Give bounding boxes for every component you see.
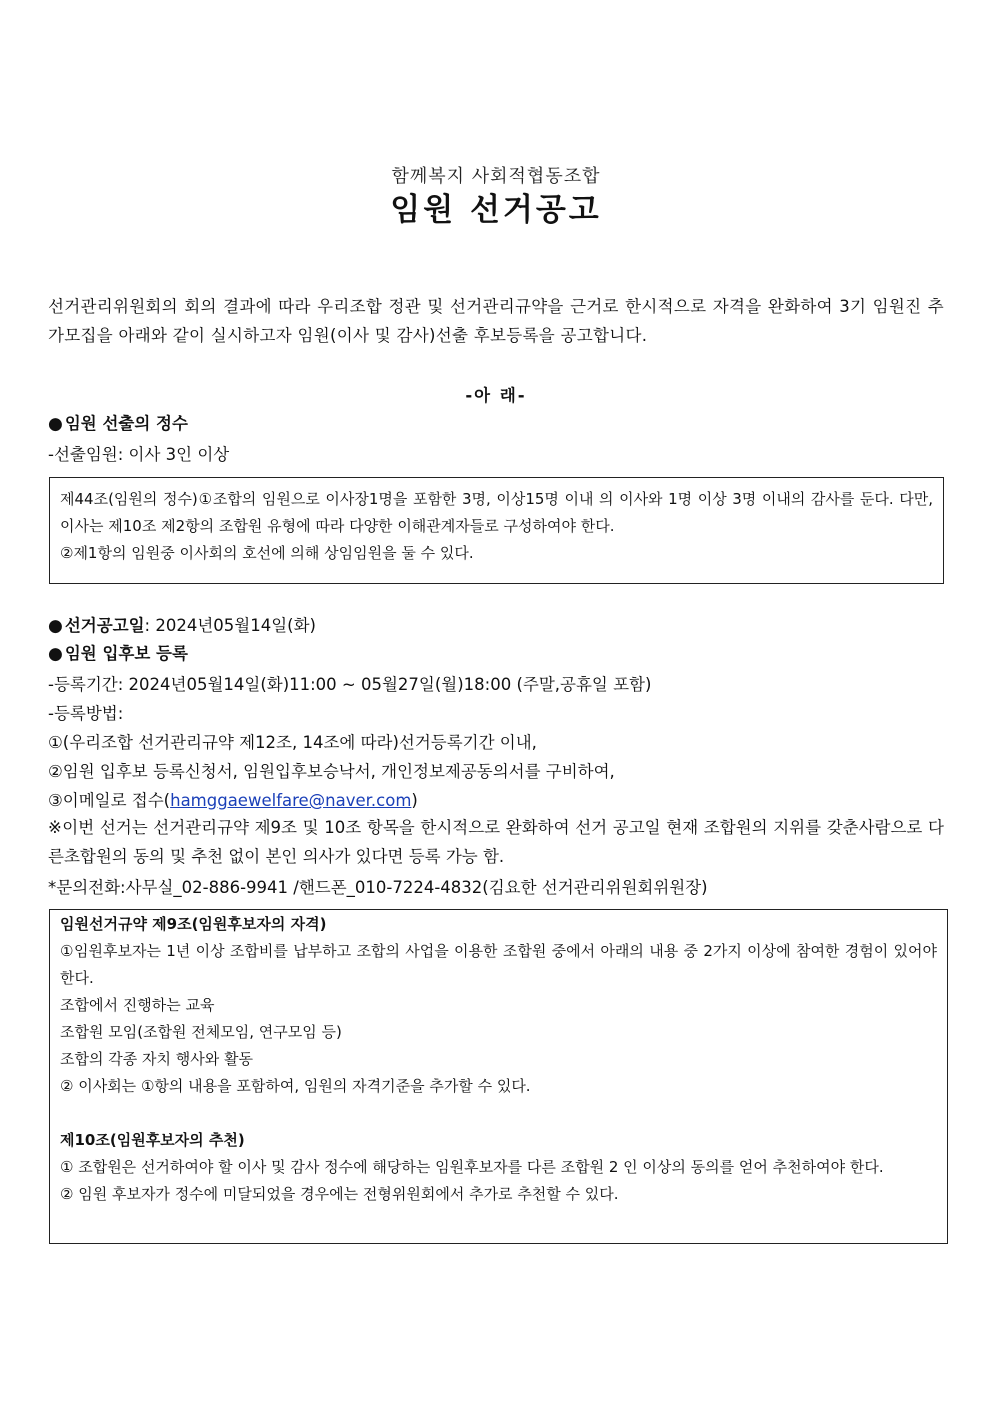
section-heading-text: 임원 입후보 등록: [64, 644, 188, 663]
document-title: 임원 선거공고: [390, 192, 602, 228]
article-9-title: 임원선거규약 제9조(임원후보자의 자격): [60, 915, 327, 933]
article-10-title: 제10조(임원후보자의 추천): [60, 1131, 245, 1149]
election-notice-date-line: [48, 612, 944, 636]
article-10-paragraph-2: ② 임원 후보자가 정수에 미달되었을 경우에는 전형위원회에서 추가로 추천할 수 있다.: [60, 1185, 619, 1203]
article-10-paragraph-1: ① 조합원은 선거하여야 할 이사 및 감사 정수에 해당하는 임원후보자를 다른 조합원 2 인 이상의 동의를 얻어 추천하여야 한다.: [60, 1158, 884, 1176]
article-9-item-3: 조합의 각종 자치 행사와 활동: [60, 1050, 253, 1068]
bylaw-articles-box: [49, 909, 948, 1244]
registration-step-2: ②임원 입후보 등록신청서, 임원입후보승낙서, 개인정보제공동의서를 구비하여,: [48, 762, 615, 781]
bullet-icon: ●: [48, 644, 63, 664]
section-divider-label: -아 래-: [465, 386, 527, 405]
section-heading-text: 선거공고일: [64, 616, 145, 635]
article-9-paragraph-2: ② 이사회는 ①항의 내용을 포함하여, 임원의 자격기준을 추가할 수 있다.: [60, 1077, 531, 1095]
email-link[interactable]: hamggaewelfare@naver.com: [170, 791, 412, 810]
intro-paragraph: 선거관리위원회의 회의 결과에 따라 우리조합 정관 및 선거관리규약을 근거로 한시적으로 자격을 완화하여 3기 임원진 추가모집을 아래와 같이 실시하고자 임원(이사 및 감사)선출 후보등록을 공고합니다.: [48, 297, 944, 345]
article-44-paragraph-1: 제44조(임원의 정수)①조합의 임원으로 이사장1명을 포함한 3명, 이상15명 이내 의 이사와 1명 이상 3명 이내의 감사를 둔다. 다만, 이사는 제10조 제2항의 조합원 유형에 따라 다양한 이해관계자들로 구성하여야 한다.: [60, 490, 933, 535]
section-heading-registration: [48, 640, 944, 664]
relaxation-note: ※이번 선거는 선거관리규약 제9조 및 10조 항목을 한시적으로 완화하여 선거 공고일 현재 조합원의 지위를 갖춘사람으로 다른초합원의 동의 및 추천 없이 본인 의사가 있다면 등록 가능 함.: [48, 818, 944, 866]
section-heading-text: 임원 선출의 정수: [64, 414, 188, 433]
registration-method-label: -등록방법:: [48, 704, 124, 723]
contact-line: *문의전화:사무실_02-886-9941 /핸드폰_010-7224-4832(김요한 선거관리위원회위원장): [48, 878, 708, 897]
registration-step-3: ③이메일로 접수(hamggaewelfare@naver.com): [48, 791, 418, 810]
notice-date-value: : 2024년05월14일(화): [144, 616, 316, 635]
article-44-box: [49, 477, 944, 584]
elected-officers-line: -선출임원: 이사 3인 이상: [48, 445, 230, 464]
article-44-paragraph-2: ②제1항의 임원중 이사회의 호선에 의해 상임임원을 둘 수 있다.: [60, 544, 474, 562]
registration-period-line: -등록기간: 2024년05월14일(화)11:00 ~ 05월27일(월)18:00 (주말,공휴일 포함): [48, 675, 652, 694]
bullet-icon: ●: [48, 616, 63, 636]
organization-name: 함께복지 사회적협동조합: [391, 166, 601, 187]
section-heading-officer-count: [48, 410, 944, 434]
spacer: [60, 1100, 937, 1127]
article-9-item-1: 조합에서 진행하는 교육: [60, 996, 215, 1014]
registration-step-1: ①(우리조합 선거관리규약 제12조, 14조에 따라)선거등록기간 이내,: [48, 733, 537, 752]
bullet-icon: ●: [48, 414, 63, 434]
article-9-item-2: 조합원 모임(조합원 전체모임, 연구모임 등): [60, 1023, 342, 1041]
article-9-paragraph-1: ①임원후보자는 1년 이상 조합비를 납부하고 조합의 사업을 이용한 조합원 중에서 아래의 내용 중 2가지 이상에 참여한 경험이 있어야 한다.: [60, 942, 937, 987]
